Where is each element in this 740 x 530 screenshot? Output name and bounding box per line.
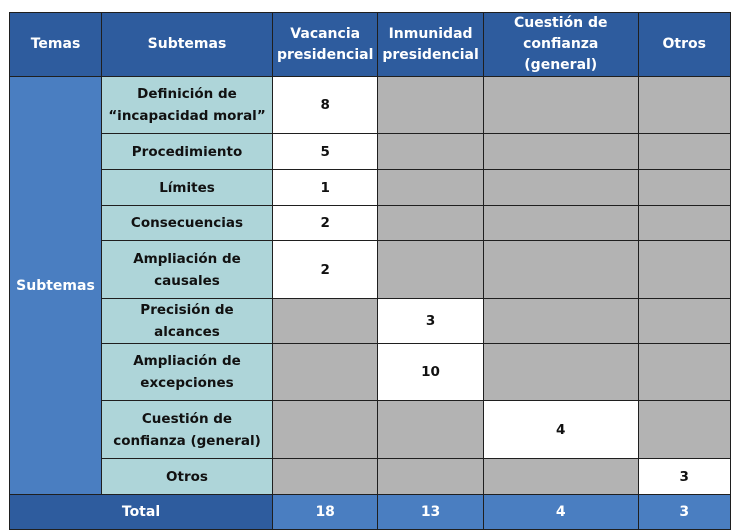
empty-cell <box>378 77 483 134</box>
empty-cell <box>483 299 638 344</box>
empty-cell <box>483 459 638 495</box>
total-inmunidad: 13 <box>378 495 483 530</box>
empty-cell <box>378 206 483 241</box>
total-cuestion: 4 <box>483 495 638 530</box>
empty-cell <box>483 206 638 241</box>
empty-cell <box>638 77 730 134</box>
empty-cell <box>638 241 730 299</box>
total-label: Total <box>10 495 273 530</box>
cell-value: 5 <box>273 134 378 170</box>
empty-cell <box>483 170 638 206</box>
empty-cell <box>483 77 638 134</box>
header-otros: Otros <box>638 13 730 77</box>
empty-cell <box>378 401 483 459</box>
empty-cell <box>483 134 638 170</box>
empty-cell <box>378 459 483 495</box>
empty-cell <box>273 299 378 344</box>
empty-cell <box>378 241 483 299</box>
cell-value: 2 <box>273 241 378 299</box>
empty-cell <box>483 241 638 299</box>
total-row <box>10 495 731 530</box>
cell-value: 3 <box>378 299 483 344</box>
row-label: Límites <box>102 170 273 206</box>
cell-value: 4 <box>483 401 638 459</box>
row-label: Ampliación de excepciones <box>102 344 273 401</box>
cell-value: 10 <box>378 344 483 401</box>
row-label: Consecuencias <box>102 206 273 241</box>
empty-cell <box>638 134 730 170</box>
topics-table <box>9 12 731 530</box>
total-otros: 3 <box>638 495 730 530</box>
table-row <box>10 170 731 206</box>
empty-cell <box>638 299 730 344</box>
table-row <box>10 299 731 344</box>
header-subtemas: Subtemas <box>102 13 273 77</box>
row-label: Ampliación de causales <box>102 241 273 299</box>
row-label: Procedimiento <box>102 134 273 170</box>
row-label: Otros <box>102 459 273 495</box>
empty-cell <box>273 459 378 495</box>
row-label: Definición de “incapacidad moral” <box>102 77 273 134</box>
table-row <box>10 241 731 299</box>
row-label: Cuestión de confianza (general) <box>102 401 273 459</box>
side-label-subtemas: Subtemas <box>10 77 102 495</box>
empty-cell <box>638 344 730 401</box>
table-row <box>10 401 731 459</box>
total-vacancia: 18 <box>273 495 378 530</box>
header-row <box>10 13 731 77</box>
empty-cell <box>638 206 730 241</box>
empty-cell <box>273 401 378 459</box>
cell-value: 3 <box>638 459 730 495</box>
table-row <box>10 134 731 170</box>
header-inmunidad: Inmunidad presidencial <box>378 13 483 77</box>
empty-cell <box>483 344 638 401</box>
empty-cell <box>638 170 730 206</box>
row-label: Precisión de alcances <box>102 299 273 344</box>
header-vacancia: Vacancia presidencial <box>273 13 378 77</box>
header-temas: Temas <box>10 13 102 77</box>
empty-cell <box>273 344 378 401</box>
table-row <box>10 77 731 134</box>
table-row <box>10 206 731 241</box>
cell-value: 8 <box>273 77 378 134</box>
table-row <box>10 459 731 495</box>
cell-value: 1 <box>273 170 378 206</box>
empty-cell <box>378 134 483 170</box>
empty-cell <box>378 170 483 206</box>
cell-value: 2 <box>273 206 378 241</box>
empty-cell <box>638 401 730 459</box>
header-cuestion: Cuestión de confianza (general) <box>483 13 638 77</box>
table-row <box>10 344 731 401</box>
